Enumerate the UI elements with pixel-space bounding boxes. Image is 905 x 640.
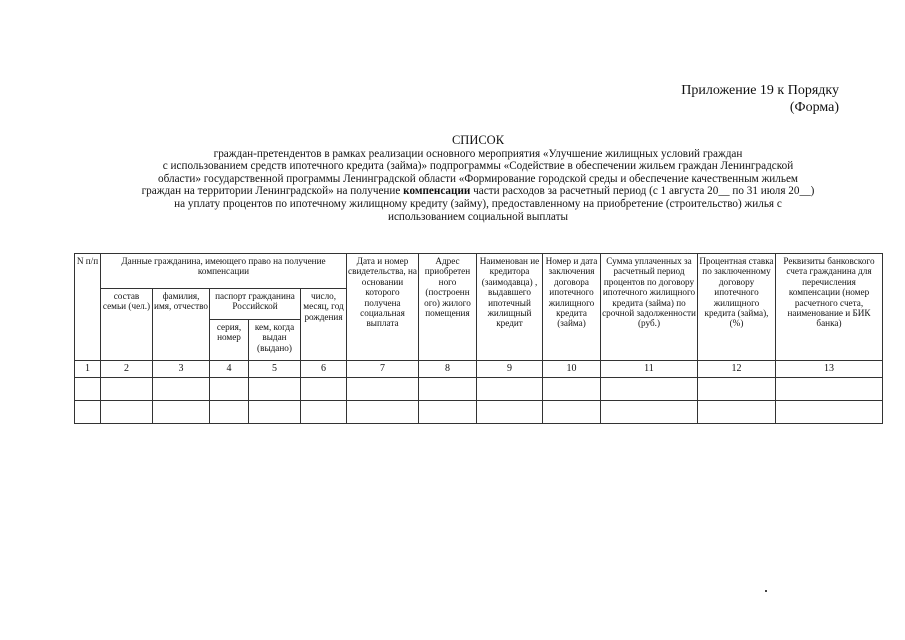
column-number: 11 <box>601 361 698 378</box>
header-birth: число, месяц, год рождения <box>301 289 347 361</box>
title-line-4-bold: компенсации <box>403 185 471 198</box>
annex-line-2: (Форма) <box>789 100 839 115</box>
table-cell <box>601 378 698 401</box>
title-line-4-end: части расходов за расчетный период (с 1 августа 20__ по 31 июля 20__) <box>470 185 815 198</box>
table-row <box>75 378 883 401</box>
header-contract: Номер и дата заключения договора ипотечного жилищного кредита (займа) <box>543 254 601 361</box>
column-number: 7 <box>347 361 419 378</box>
column-number: 10 <box>543 361 601 378</box>
table-cell <box>477 401 543 424</box>
table-cell <box>101 401 153 424</box>
title-line-4 <box>74 185 882 198</box>
table-cell <box>601 401 698 424</box>
table-cell <box>301 378 347 401</box>
table-cell <box>543 401 601 424</box>
table-cell <box>210 401 249 424</box>
header-family: состав семьи (чел.) <box>101 289 153 361</box>
header-fio: фамилия, имя, отчество <box>153 289 210 361</box>
table-cell <box>419 401 477 424</box>
table-cell <box>347 401 419 424</box>
header-certificate: Дата и номер свидетельства, на основании которого получена социальная выплата <box>347 254 419 361</box>
header-num: N п/п <box>75 254 101 361</box>
header-passport: паспорт гражданина Российской <box>210 289 301 320</box>
table-cell <box>75 401 101 424</box>
header-issued: кем, когда выдан (выдано) <box>249 320 301 361</box>
column-number: 4 <box>210 361 249 378</box>
column-number: 1 <box>75 361 101 378</box>
header-row-1 <box>75 254 883 289</box>
table-cell <box>776 378 883 401</box>
document-title-block <box>74 134 882 223</box>
table-cell <box>477 378 543 401</box>
header-citizen-data: Данные гражданина, имеющего право на получение компенсации <box>101 254 347 289</box>
table-cell <box>153 401 210 424</box>
table-cell <box>210 378 249 401</box>
header-paid: Сумма уплаченных за расчетный период процентов по договору ипотечного жилищного кредита (займа) по срочной задолженности (руб.) <box>601 254 698 361</box>
document-heading: СПИСОК <box>451 133 505 147</box>
annex-label <box>681 82 839 116</box>
table-cell <box>301 401 347 424</box>
table-cell <box>153 378 210 401</box>
table-cell <box>249 378 301 401</box>
table-cell <box>776 401 883 424</box>
column-number: 9 <box>477 361 543 378</box>
form-table <box>74 253 883 424</box>
column-number: 8 <box>419 361 477 378</box>
annex-line-1: Приложение 19 к Порядку <box>681 83 839 98</box>
table-cell <box>347 378 419 401</box>
title-line-6: использованием социальной выплаты <box>387 210 569 223</box>
title-line-4-start: граждан на территории Ленинградской» на получение <box>141 185 404 198</box>
table-cell <box>543 378 601 401</box>
column-number: 3 <box>153 361 210 378</box>
header-creditor: Наименован ие кредитора (заимодавца) , выдавшего ипотечный жилищный кредит <box>477 254 543 361</box>
scan-speck <box>765 590 767 592</box>
table-cell <box>419 378 477 401</box>
table-cell <box>698 378 776 401</box>
column-number: 5 <box>249 361 301 378</box>
table-row <box>75 401 883 424</box>
header-bank: Реквизиты банковского счета гражданина для перечисления компенсации (номер расчетного счета, наименование и БИК банка) <box>776 254 883 361</box>
column-number: 12 <box>698 361 776 378</box>
table-cell <box>101 378 153 401</box>
column-number: 13 <box>776 361 883 378</box>
column-number: 6 <box>301 361 347 378</box>
header-rate: Процентная ставка по заключенному договору ипотечного жилищного кредита (займа), (%) <box>698 254 776 361</box>
table-cell <box>698 401 776 424</box>
header-address: Адрес приобретен ного (построенн ого) жилого помещения <box>419 254 477 361</box>
header-series: серия, номер <box>210 320 249 361</box>
title-line-3: области» государственной программы Ленинградской области «Формирование городской среды и обеспечение качественным жильем <box>157 172 799 185</box>
table-cell <box>249 401 301 424</box>
column-numbers-row <box>75 361 883 378</box>
column-number: 2 <box>101 361 153 378</box>
title-line-5: на уплату процентов по ипотечному жилищному кредиту (займу), предоставленному на приобретение (строительство) жилья с <box>174 197 782 210</box>
title-line-1: граждан-претендентов в рамках реализации основного мероприятия «Улучшение жилищных условий граждан <box>213 147 743 160</box>
table-cell <box>75 378 101 401</box>
title-line-2: с использованием средств ипотечного кредита (займа)» подпрограммы «Содействие в обеспечении жильем граждан Ленинградской <box>162 160 794 173</box>
